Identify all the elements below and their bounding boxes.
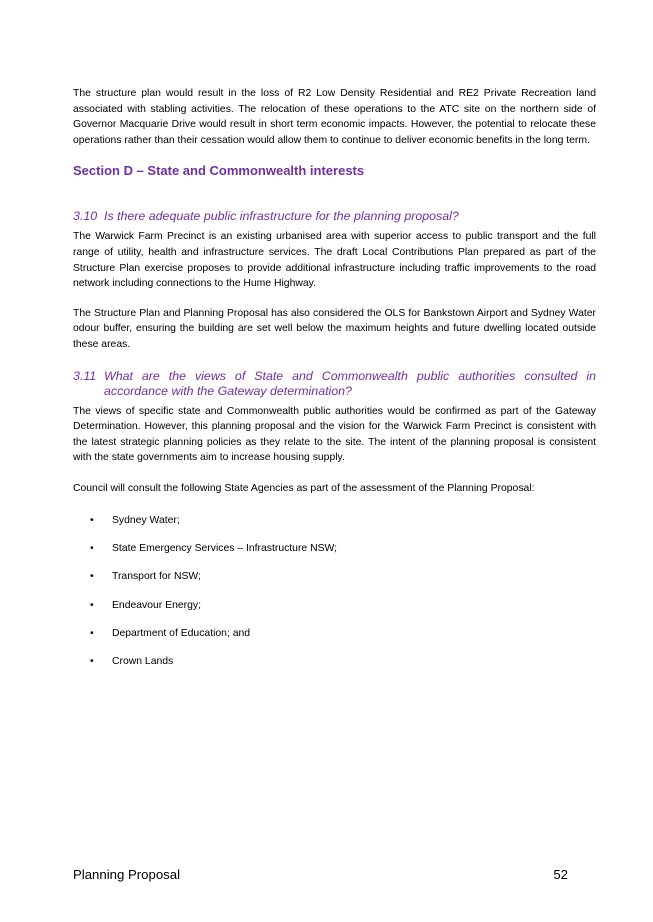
ols-buffer-paragraph: The Structure Plan and Planning Proposal has also considered the OLS for Bankstown Airport and Sydney Water odour buffer, ensuring the building are set well below the maximum heights and future dwelling located outside these areas. <box>73 307 596 350</box>
bullet-icon: • <box>90 599 94 611</box>
infrastructure-paragraph: The Warwick Farm Precinct is an existing urbanised area with superior access to public transport and the full range of utility, health and infrastructure services. The draft Local Contributions Plan prepared as part of the Structure Plan exercise proposes to provide additional infrastructure including traffic improvements to the road network including connections to the Hume Highway. <box>73 231 596 290</box>
agency-label: Transport for NSW; <box>112 571 201 583</box>
list-item <box>73 626 596 642</box>
bullet-icon: • <box>90 542 94 554</box>
section-d-heading: Section D – State and Commonwealth interests <box>73 163 365 179</box>
question-3-10-number: 3.10 <box>73 209 98 224</box>
bullet-icon: • <box>90 628 94 640</box>
bullet-icon: • <box>90 656 94 668</box>
agency-list <box>73 513 596 671</box>
question-3-10-text: Is there adequate public infrastructure for the planning proposal? <box>104 209 459 224</box>
footer-page-number: 52 <box>553 867 568 882</box>
question-3-10-heading <box>73 209 596 224</box>
economic-impact-paragraph: The structure plan would result in the loss of R2 Low Density Residential and RE2 Private Recreation land associated with stabling activities. The relocation of these operations to the ATC site on the northern side of Governor Macquarie Drive would result in short term economic impacts. However, the potential to relocate these operations rather than their cessation would allow them to continue to deliver economic benefits in the long term. <box>73 88 596 146</box>
list-item <box>73 513 596 529</box>
bullet-icon: • <box>90 514 94 526</box>
authorities-views-paragraph: The views of specific state and Commonwealth public authorities would be confirmed as part of the Gateway Determination. However, this planning proposal and the vision for the Warwick Farm Precinct is consistent with the latest strategic planning policies as they relate to the site. The intent of the planning proposal is consistent with the state governments aim to increase housing supply. <box>73 405 596 464</box>
list-item <box>73 654 596 670</box>
consultation-intro-paragraph: Council will consult the following State Agencies as part of the assessment of the Planning Proposal: <box>73 482 535 494</box>
agency-label: Endeavour Energy; <box>112 599 201 611</box>
list-item <box>73 541 596 557</box>
list-item <box>73 598 596 614</box>
list-item <box>73 569 596 585</box>
question-3-11-number: 3.11 <box>73 368 97 383</box>
agency-label: State Emergency Services – Infrastructure NSW; <box>112 542 338 554</box>
question-3-11-heading <box>73 369 596 399</box>
agency-label: Crown Lands <box>112 656 174 668</box>
agency-label: Sydney Water; <box>112 514 180 526</box>
footer-document-title: Planning Proposal <box>73 867 181 882</box>
agency-label: Department of Education; and <box>112 628 251 640</box>
question-3-11-text: What are the views of State and Commonwealth public authorities consulted in accordance with the Gateway determination? <box>104 368 596 398</box>
bullet-icon: • <box>90 571 94 583</box>
page-content <box>73 86 596 683</box>
